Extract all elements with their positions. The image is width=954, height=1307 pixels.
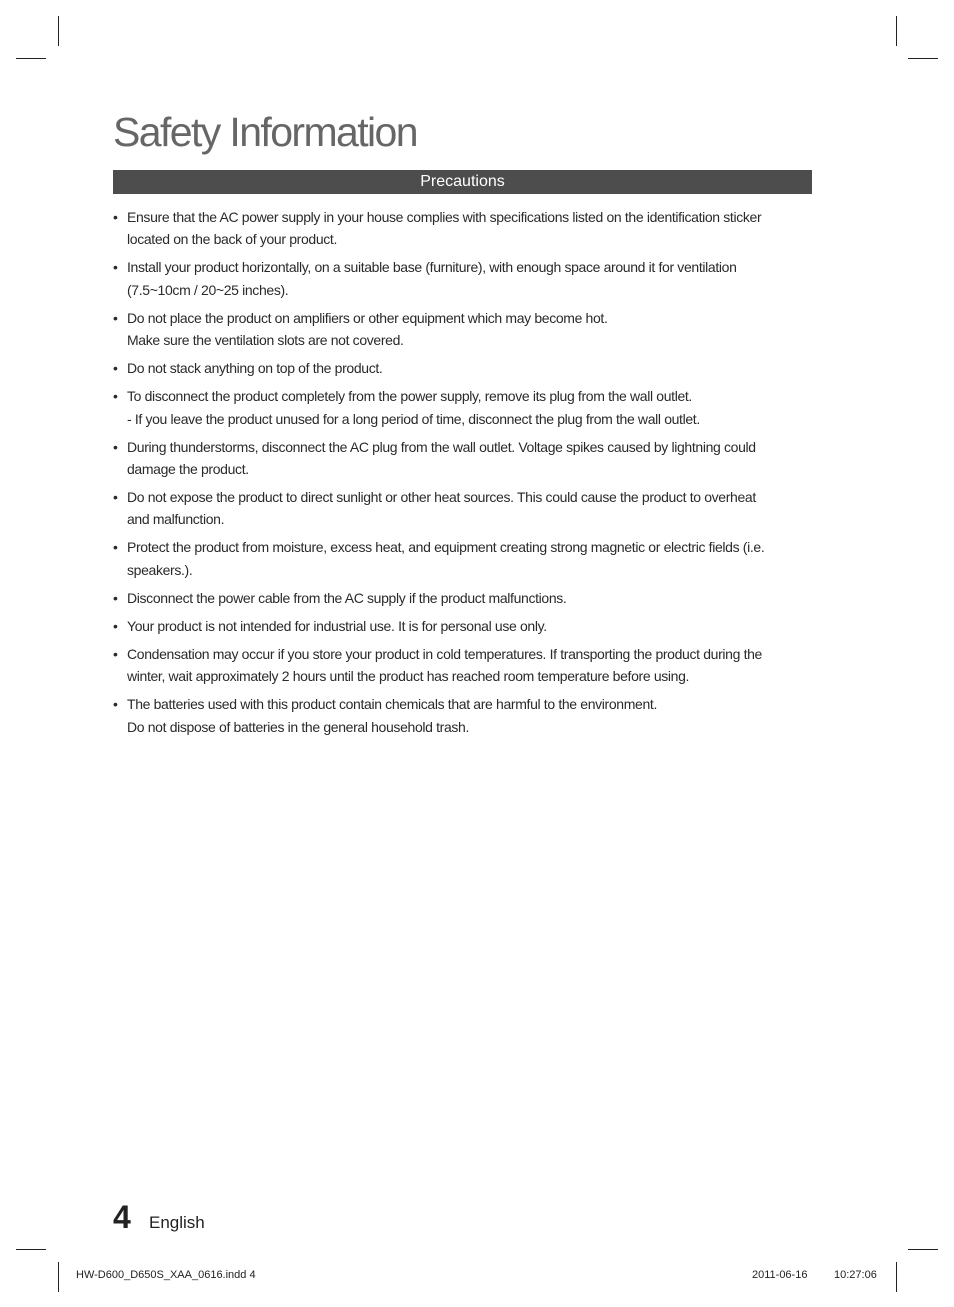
precaution-item	[113, 615, 803, 637]
section-heading-precautions: Precautions	[113, 170, 812, 194]
precaution-text: Do not stack anything on top of the product.	[127, 360, 383, 377]
precaution-text: located on the back of your product.	[127, 231, 337, 248]
precaution-item	[113, 385, 803, 430]
precaution-text: and malfunction.	[127, 511, 225, 528]
bullet-icon: •	[113, 309, 118, 326]
crop-mark	[58, 16, 59, 46]
precaution-item	[113, 206, 803, 251]
precaution-item	[113, 536, 803, 581]
precaution-item	[113, 256, 803, 301]
bullet-icon: •	[113, 388, 118, 405]
crop-mark	[908, 58, 938, 59]
page-number: 4	[113, 1199, 131, 1235]
footer-date: 2011-06-16	[752, 1269, 808, 1281]
precaution-item	[113, 587, 803, 609]
precaution-item	[113, 307, 803, 352]
bullet-icon: •	[113, 209, 118, 225]
precaution-item	[113, 693, 803, 738]
footer-time: 10:27:06	[834, 1269, 877, 1281]
precaution-text: Make sure the ventilation slots are not covered.	[127, 332, 404, 349]
precaution-text: speakers.).	[127, 561, 193, 578]
footer-file-info: HW-D600_D650S_XAA_0616.indd 4	[76, 1269, 256, 1281]
precaution-text: During thunderstorms, disconnect the AC plug from the wall outlet. Voltage spikes caused by lightning could	[127, 438, 756, 455]
precaution-text: Ensure that the AC power supply in your house complies with specifications listed on the identification sticker	[127, 209, 762, 225]
page-language: English	[149, 1213, 205, 1232]
bullet-icon: •	[113, 259, 118, 276]
precaution-text: Disconnect the power cable from the AC supply if the product malfunctions.	[127, 589, 567, 606]
bullet-icon: •	[113, 489, 118, 506]
crop-mark	[896, 16, 897, 46]
precaution-text: Do not dispose of batteries in the general household trash.	[127, 718, 470, 735]
precaution-item	[113, 436, 803, 481]
crop-mark	[896, 1262, 897, 1292]
precaution-text: To disconnect the product completely from the power supply, remove its plug from the wall outlet.	[127, 388, 692, 405]
precaution-text: Protect the product from moisture, excess heat, and equipment creating strong magnetic or electric fields (i.e.	[127, 539, 765, 556]
bullet-icon: •	[113, 696, 118, 713]
precaution-text: Condensation may occur if you store your product in cold temperatures. If transporting the product during the	[127, 645, 762, 662]
precaution-text: The batteries used with this product contain chemicals that are harmful to the environment.	[127, 696, 657, 713]
crop-mark	[908, 1249, 938, 1250]
precaution-text: Do not place the product on amplifiers or other equipment which may become hot.	[127, 309, 608, 326]
precaution-text: (7.5~10cm / 20~25 inches).	[127, 281, 289, 298]
crop-mark	[58, 1262, 59, 1292]
bullet-icon: •	[113, 438, 118, 455]
precaution-item	[113, 643, 803, 688]
precaution-text: - If you leave the product unused for a long period of time, disconnect the plug from the wall outlet.	[127, 410, 700, 427]
precautions-list	[113, 206, 803, 744]
precaution-item	[113, 486, 803, 531]
bullet-icon: •	[113, 360, 118, 377]
precaution-item	[113, 357, 803, 379]
bullet-icon: •	[113, 617, 118, 634]
bullet-icon: •	[113, 539, 118, 556]
crop-mark	[16, 1249, 46, 1250]
precaution-text: damage the product.	[127, 461, 249, 478]
precaution-text: Install your product horizontally, on a suitable base (furniture), with enough space around it for ventilation	[127, 259, 737, 276]
precaution-text: Do not expose the product to direct sunlight or other heat sources. This could cause the product to overheat	[127, 489, 756, 506]
crop-mark	[16, 58, 46, 59]
precaution-text: Your product is not intended for industrial use. It is for personal use only.	[127, 617, 547, 634]
bullet-icon: •	[113, 589, 118, 606]
precaution-text: winter, wait approximately 2 hours until the product has reached room temperature before using.	[127, 668, 690, 685]
bullet-icon: •	[113, 645, 118, 662]
page-title: Safety Information	[113, 109, 417, 155]
